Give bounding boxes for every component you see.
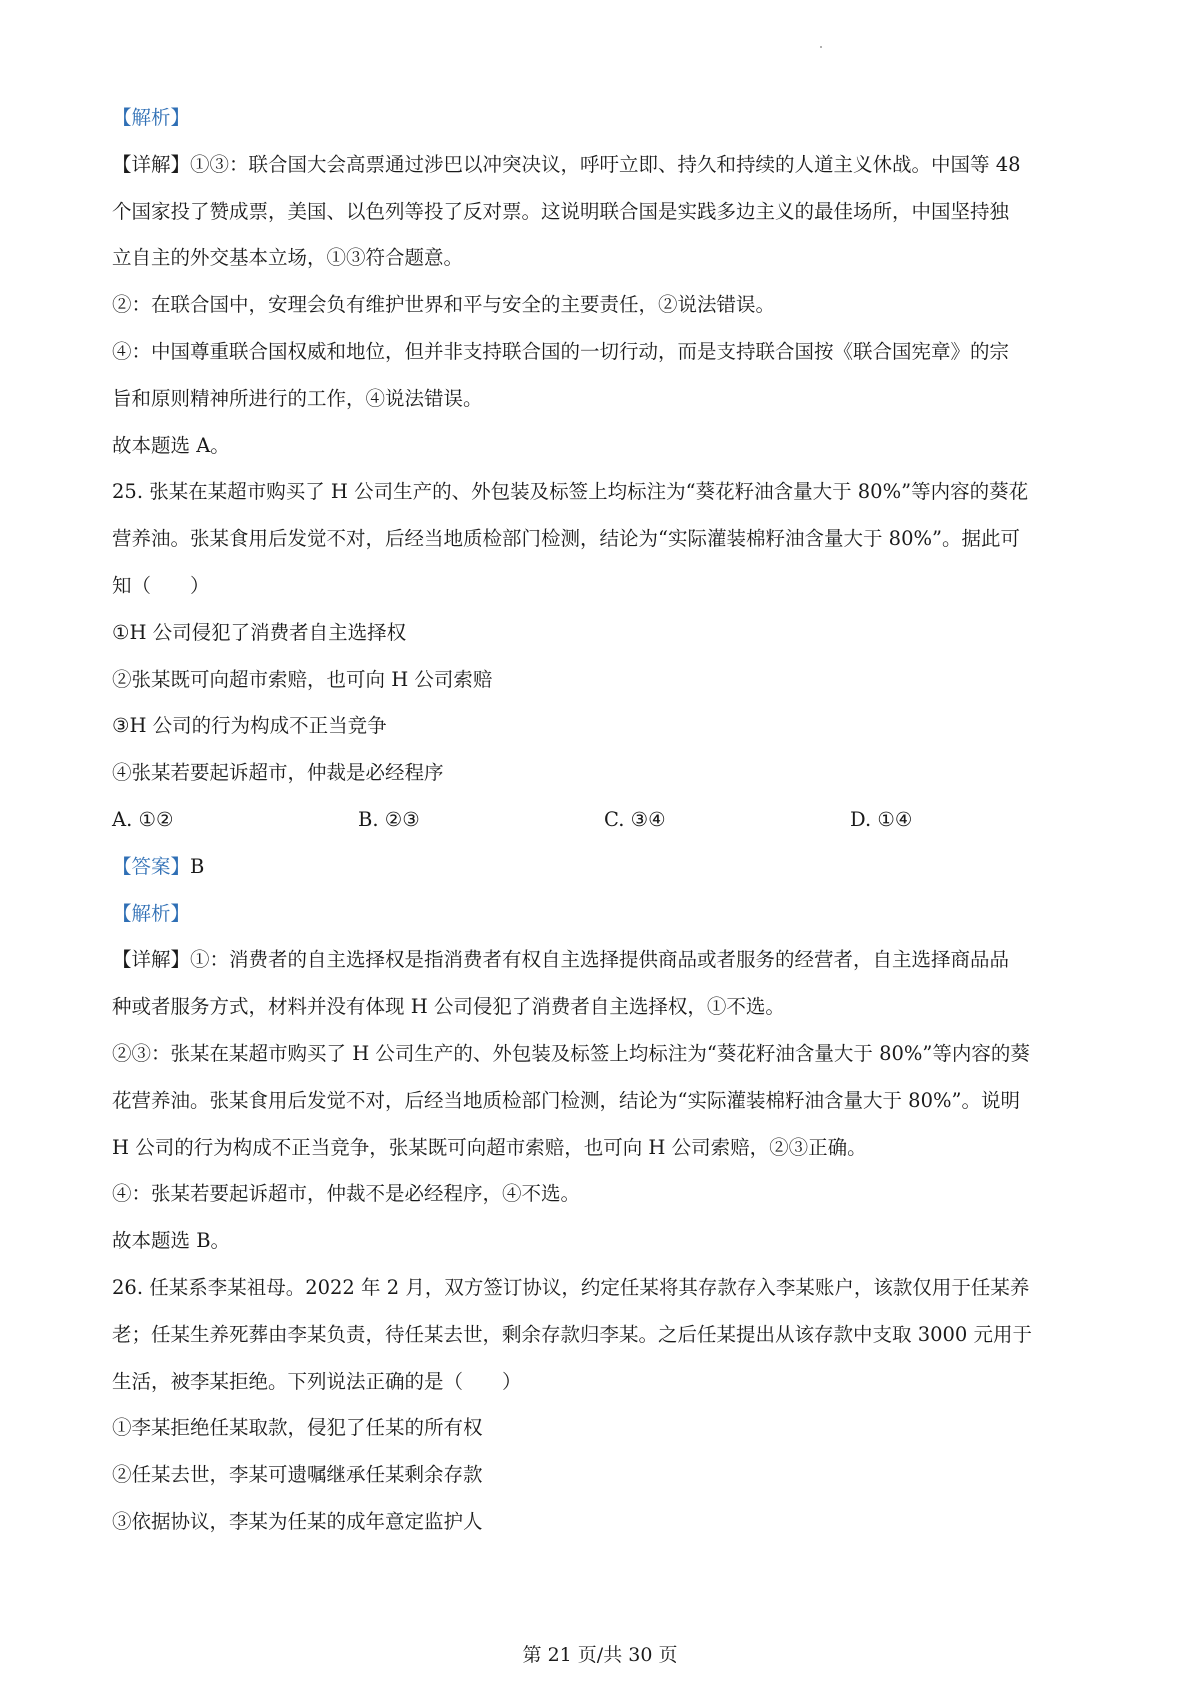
- option-d: D. ①④: [850, 807, 913, 831]
- answer-tag: 【答案】: [112, 854, 191, 878]
- option-b: B. ②③: [358, 807, 420, 831]
- text-line: ④张某若要起诉超市，仲裁是必经程序: [112, 761, 444, 785]
- section-tag: [112, 95, 1097, 142]
- text-line: 立自主的外交基本立场，①③符合题意。: [112, 246, 464, 270]
- text-line: 【详解】①③：联合国大会高票通过涉巴以冲突决议，呼吁立即、持久和持续的人道主义休战。中国等 48: [112, 152, 1021, 176]
- text-line: 花营养油。张某食用后发觉不对，后经当地质检部门检测，结论为“实际灌装棉籽油含量大于 80%”。说明: [112, 1088, 1020, 1112]
- tag-label: 【解析】: [112, 901, 191, 925]
- text-line: 种或者服务方式，材料并没有体现 H 公司侵犯了消费者自主选择权，①不选。: [112, 995, 785, 1019]
- text-line: 知（ ）: [112, 573, 210, 597]
- text-line: ②张某既可向超市索赔，也可向 H 公司索赔: [112, 667, 493, 691]
- text-line: ①H 公司侵犯了消费者自主选择权: [112, 620, 407, 644]
- section-tag: [112, 891, 1097, 938]
- text-line: ①李某拒绝任某取款，侵犯了任某的所有权: [112, 1416, 483, 1440]
- text-line: ④：中国尊重联合国权威和地位，但并非支持联合国的一切行动，而是支持联合国按《联合国宪章》的宗: [112, 339, 1010, 363]
- page-content: [112, 95, 1097, 1546]
- text-line: 营养油。张某食用后发觉不对，后经当地质检部门检测，结论为“实际灌装棉籽油含量大于 80%”。据此可: [112, 527, 1020, 551]
- text-line: 生活，被李某拒绝。下列说法正确的是（ ）: [112, 1369, 522, 1393]
- scan-dot: [820, 46, 822, 48]
- text-line: 25. 张某在某超市购买了 H 公司生产的、外包装及标签上均标注为“葵花籽油含量大于 80%”等内容的葵花: [112, 480, 1029, 504]
- text-line: ②任某去世，李某可遗嘱继承任某剩余存款: [112, 1463, 483, 1487]
- option-a: A. ①②: [112, 807, 174, 831]
- text-line: 老；任某生养死葬由李某负责，待任某去世，剩余存款归李某。之后任某提出从该存款中支取 3000 元用于: [112, 1322, 1033, 1346]
- text-line: 故本题选 B。: [112, 1229, 231, 1253]
- text-line: ③H 公司的行为构成不正当竞争: [112, 714, 387, 738]
- text-line: 26. 任某系李某祖母。2022 年 2 月，双方签订协议，约定任某将其存款存入李某账户，该款仅用于任某养: [112, 1275, 1030, 1299]
- text-line: 旨和原则精神所进行的工作，④说法错误。: [112, 386, 483, 410]
- text-line: ④：张某若要起诉超市，仲裁不是必经程序，④不选。: [112, 1182, 581, 1206]
- text-line: ②③：张某在某超市购买了 H 公司生产的、外包装及标签上均标注为“葵花籽油含量大于 80%”等内容的葵: [112, 1041, 1030, 1065]
- text-line: H 公司的行为构成不正当竞争，张某既可向超市索赔，也可向 H 公司索赔，②③正确。: [112, 1135, 867, 1159]
- answer-value: B: [190, 854, 205, 878]
- tag-label: 【解析】: [112, 106, 191, 129]
- page-footer: 第 21 页/共 30 页: [522, 1644, 678, 1666]
- text-line: ②：在联合国中，安理会负有维护世界和平与安全的主要责任，②说法错误。: [112, 293, 776, 317]
- text-line: 故本题选 A。: [112, 433, 230, 457]
- text-line: 【详解】①：消费者的自主选择权是指消费者有权自主选择提供商品或者服务的经营者，自主选择商品品: [112, 948, 1010, 972]
- answer-options: [112, 797, 1097, 844]
- answer-line: [112, 844, 1097, 891]
- option-c: C. ③④: [604, 807, 666, 831]
- text-line: 个国家投了赞成票，美国、以色列等投了反对票。这说明联合国是实践多边主义的最佳场所，中国坚持独: [112, 199, 1010, 223]
- text-line: ③依据协议，李某为任某的成年意定监护人: [112, 1509, 483, 1533]
